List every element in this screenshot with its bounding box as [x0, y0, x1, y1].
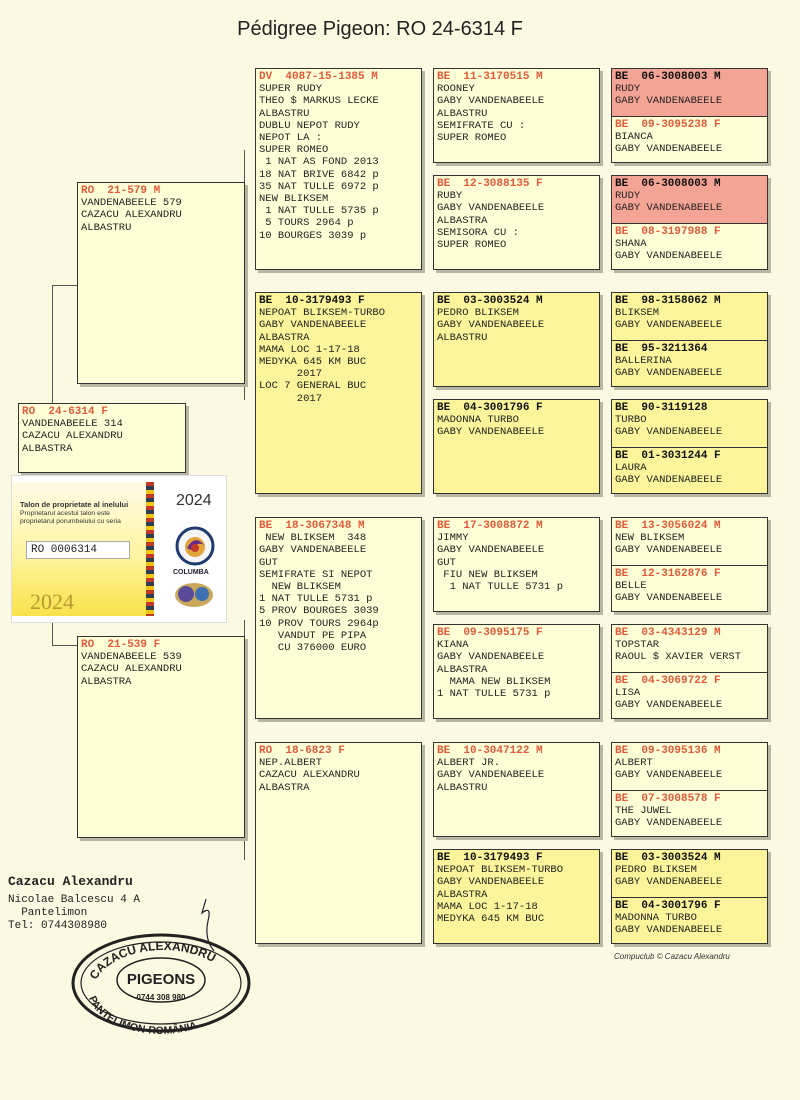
- pigeon-detail-line: 1 NAT TULLE 5731 p: [437, 581, 564, 594]
- pigeon-ring-number: BE 01-3031244 F: [615, 450, 721, 462]
- pigeon-detail-line: 35 NAT TULLE 6972 p: [259, 180, 379, 193]
- pigeon-detail-line: GABY VANDENABEELE: [615, 250, 723, 263]
- pigeon-card-pair: [611, 849, 768, 944]
- pigeon-ring-number: BE 12-3162876 F: [615, 568, 721, 580]
- pigeon-detail-line: NEPOT LA :: [259, 132, 323, 145]
- pigeon-detail-line: GABY VANDENABEELE: [437, 769, 545, 782]
- pigeon-ring-number: BE 07-3008578 F: [615, 793, 721, 805]
- pigeon-card-grandparent: [255, 742, 422, 944]
- pigeon-card-pair: [611, 624, 768, 719]
- pigeon-detail-line: ALBERT: [615, 757, 653, 770]
- pigeon-card-sire: [77, 182, 245, 384]
- owner-address: Nicolae Balcescu 4 A: [8, 894, 141, 906]
- pigeon-detail-line: GABY VANDENABEELE: [437, 651, 545, 664]
- pigeon-detail-line: SEMISORA CU :: [437, 226, 519, 239]
- pigeon-detail-line: SUPER ROMEO: [259, 144, 329, 157]
- owner-info: [8, 875, 140, 933]
- pigeon-card-subject: [18, 403, 186, 473]
- pigeon-detail-line: ALBASTRA: [22, 442, 73, 455]
- pigeon-detail-line: GABY VANDENABEELE: [437, 202, 545, 215]
- pigeon-detail-line: DUBLU NEPOT RUDY: [259, 119, 360, 132]
- pigeon-card-pair: [611, 517, 768, 612]
- pigeon-ring-number: BE 98-3158062 M: [615, 295, 721, 307]
- pigeon-ring-number: BE 06-3008003 M: [615, 71, 721, 83]
- pigeon-detail-line: MEDYKA 645 KM BUC: [259, 356, 367, 369]
- pigeon-detail-line: MADONNA TURBO: [615, 912, 697, 925]
- pigeon-card-great-grandparent: [433, 292, 600, 387]
- pigeon-detail-line: ALBASTRU: [81, 221, 132, 234]
- pigeon-card-pair: [611, 175, 768, 270]
- credit-note: Compuclub © Cazacu Alexandru: [614, 952, 730, 961]
- pigeon-detail-line: NEW BLIKSEM 348: [259, 532, 367, 545]
- pigeon-card-great-great-grandparent: [612, 672, 767, 719]
- pigeon-detail-line: ALBERT JR.: [437, 757, 501, 770]
- pigeon-card-great-grandparent: [433, 175, 600, 270]
- pigeon-detail-line: GABY VANDENABEELE: [615, 924, 723, 937]
- pigeon-detail-line: BELLE: [615, 580, 647, 593]
- pigeon-detail-line: GABY VANDENABEELE: [437, 319, 545, 332]
- pigeon-detail-line: 1 NAT TULLE 5731 p: [437, 688, 551, 701]
- color-stripe: [146, 482, 154, 616]
- pigeon-ring-number: BE 09-3095136 M: [615, 745, 721, 757]
- talon-title: Talon de proprietate al inelului: [20, 500, 129, 509]
- pigeon-detail-line: ALBASTRU: [437, 331, 488, 344]
- pigeon-card-great-grandparent: [433, 399, 600, 494]
- pigeon-detail-line: ALBASTRA: [437, 663, 488, 676]
- pigeon-card-pair: [611, 68, 768, 163]
- pigeon-card-great-grandparent: [433, 624, 600, 719]
- pigeon-card-great-grandparent: [433, 742, 600, 837]
- pigeon-detail-line: BALLERINA: [615, 355, 672, 368]
- pigeon-detail-line: CU 376000 EURO: [259, 642, 367, 655]
- pigeon-ring-number: RO 21-539 F: [81, 639, 161, 651]
- pigeon-detail-line: PEDRO BLIKSEM: [437, 307, 519, 320]
- pigeon-ring-number: BE 10-3179493 F: [437, 852, 543, 864]
- pigeon-ring-number: BE 04-3069722 F: [615, 675, 721, 687]
- pigeon-detail-line: KIANA: [437, 639, 469, 652]
- pigeon-card-pair: [611, 742, 768, 837]
- pigeon-detail-line: GUT: [259, 556, 278, 569]
- pigeon-detail-line: 10 PROV TOURS 2964p: [259, 617, 379, 630]
- pigeon-detail-line: LAURA: [615, 462, 647, 475]
- pigeon-detail-line: GABY VANDENABEELE: [615, 143, 723, 156]
- pigeon-card-pair: [611, 292, 768, 387]
- pigeon-ring-number: BE 06-3008003 M: [615, 178, 721, 190]
- pigeon-detail-line: NEP.ALBERT: [259, 757, 323, 770]
- pigeon-detail-line: CAZACU ALEXANDRU: [22, 430, 123, 443]
- pigeon-card-great-great-grandparent: [612, 400, 767, 447]
- pigeon-detail-line: GABY VANDENABEELE: [615, 474, 723, 487]
- pigeon-detail-line: NEW BLIKSEM: [259, 581, 341, 594]
- pigeon-card-great-great-grandparent: [612, 565, 767, 612]
- pigeon-ring-number: BE 09-3095238 F: [615, 119, 721, 131]
- ring-number: RO 0006314: [26, 541, 130, 559]
- ring-ownership-talon: [12, 476, 226, 622]
- pigeon-detail-line: ALBASTRA: [437, 214, 488, 227]
- pigeon-detail-line: SUPER ROMEO: [437, 239, 507, 252]
- talon-year: 2024: [30, 589, 74, 614]
- pigeon-ring-number: BE 11-3170515 M: [437, 71, 543, 83]
- pigeon-detail-line: MAMA LOC 1-17-18: [259, 343, 360, 356]
- pigeon-detail-line: TOPSTAR: [615, 639, 660, 652]
- pigeon-detail-line: SEMIFRATE CU :: [437, 119, 526, 132]
- pigeon-detail-line: 1 NAT TULLE 5735 p: [259, 205, 379, 218]
- pigeon-ring-number: RO 21-579 M: [81, 185, 161, 197]
- pigeon-ring-number: RO 24-6314 F: [22, 406, 108, 418]
- pigeon-detail-line: GABY VANDENABEELE: [615, 817, 723, 830]
- pigeon-ring-number: BE 03-4343129 M: [615, 627, 721, 639]
- pigeon-ring-number: BE 90-3119128: [615, 402, 708, 414]
- pigeon-detail-line: THE JUWEL: [615, 805, 672, 818]
- pigeon-ring-number: BE 13-3056024 M: [615, 520, 721, 532]
- pigeon-detail-line: GABY VANDENABEELE: [615, 319, 723, 332]
- pigeon-detail-line: GABY VANDENABEELE: [615, 592, 723, 605]
- stamp-top-text: CAZACU ALEXANDRU: [86, 938, 219, 982]
- pigeon-detail-line: ALBASTRA: [81, 675, 132, 688]
- owner-name: Cazacu Alexandru: [8, 874, 133, 889]
- pigeon-detail-line: GABY VANDENABEELE: [437, 876, 545, 889]
- pigeon-card-great-great-grandparent: [612, 447, 767, 494]
- pigeon-detail-line: VANDENABEELE 539: [81, 651, 182, 664]
- pigeon-detail-line: GABY VANDENABEELE: [615, 699, 723, 712]
- pigeon-detail-line: RUDY: [615, 83, 641, 96]
- pigeon-detail-line: GUT: [437, 556, 456, 569]
- pigeon-detail-line: GABY VANDENABEELE: [259, 544, 367, 557]
- owner-city: Pantelimon: [8, 907, 88, 919]
- pigeon-detail-line: LOC 7 GENERAL BUC: [259, 380, 367, 393]
- pigeon-detail-line: NEW BLIKSEM: [259, 193, 329, 206]
- pigeon-detail-line: ALBASTRU: [437, 781, 488, 794]
- pigeon-detail-line: CAZACU ALEXANDRU: [81, 663, 182, 676]
- pigeon-detail-line: JIMMY: [437, 532, 469, 545]
- pigeon-detail-line: GABY VANDENABEELE: [615, 202, 723, 215]
- pigeon-detail-line: RUBY: [437, 190, 463, 203]
- pigeon-ring-number: BE 95-3211364: [615, 343, 708, 355]
- pigeon-ring-number: BE 18-3067348 M: [259, 520, 365, 532]
- pigeon-detail-line: ROONEY: [437, 83, 475, 96]
- pigeon-detail-line: MAMA LOC 1-17-18: [437, 900, 538, 913]
- talon-year-top: 2024: [176, 492, 212, 509]
- pigeon-ring-number: DV 4087-15-1385 M: [259, 71, 378, 83]
- pigeon-detail-line: GABY VANDENABEELE: [615, 769, 723, 782]
- pigeon-detail-line: GABY VANDENABEELE: [437, 544, 545, 557]
- pigeon-detail-line: VANDENABEELE 314: [22, 418, 123, 431]
- pigeon-card-great-great-grandparent: [612, 293, 767, 340]
- pigeon-detail-line: 2017: [259, 368, 323, 381]
- pigeon-detail-line: NEPOAT BLIKSEM-TURBO: [437, 864, 564, 877]
- pigeon-detail-line: 1 NAT AS FOND 2013: [259, 156, 379, 169]
- owner-stamp: [66, 928, 256, 1038]
- pigeon-ring-number: BE 03-3003524 M: [437, 295, 543, 307]
- pigeon-detail-line: 5 PROV BOURGES 3039: [259, 605, 379, 618]
- stamp-bottom-text: PANTELIMON-ROMÂNIA: [86, 994, 199, 1037]
- pigeon-detail-line: CAZACU ALEXANDRU: [81, 209, 182, 222]
- pigeon-ring-number: BE 08-3197988 F: [615, 226, 721, 238]
- pigeon-detail-line: ALBASTRA: [259, 331, 310, 344]
- pigeon-card-great-great-grandparent: [612, 518, 767, 565]
- stamp-title: PIGEONS: [126, 971, 196, 988]
- connector-line: [52, 645, 77, 646]
- pigeon-detail-line: ALBASTRA: [437, 888, 488, 901]
- pigeon-detail-line: GABY VANDENABEELE: [615, 876, 723, 889]
- pigeon-card-great-grandparent: [433, 68, 600, 163]
- pigeon-ring-number: BE 09-3095175 F: [437, 627, 543, 639]
- pigeon-detail-line: BLIKSEM: [615, 307, 660, 320]
- pigeon-card-great-grandparent: [433, 849, 600, 944]
- page-title: Pédigree Pigeon: RO 24-6314 F: [237, 18, 523, 40]
- pigeon-detail-line: GABY VANDENABEELE: [437, 426, 545, 439]
- pigeon-detail-line: GABY VANDENABEELE: [615, 426, 723, 439]
- pigeon-card-great-great-grandparent: [612, 790, 767, 837]
- pigeon-card-grandparent: [255, 68, 422, 270]
- pigeon-card-great-great-grandparent: [612, 897, 767, 944]
- pigeon-detail-line: GABY VANDENABEELE: [437, 95, 545, 108]
- pigeon-detail-line: ALBASTRU: [259, 107, 310, 120]
- pigeon-card-great-great-grandparent: [612, 176, 767, 223]
- pigeon-card-great-great-grandparent: [612, 116, 767, 163]
- pigeon-detail-line: NEW BLIKSEM: [615, 532, 685, 545]
- pigeon-detail-line: MADONNA TURBO: [437, 414, 519, 427]
- pigeon-detail-line: SUPER RUDY: [259, 83, 323, 96]
- pigeon-detail-line: GABY VANDENABEELE: [615, 367, 723, 380]
- pigeon-detail-line: BIANCA: [615, 131, 653, 144]
- pigeon-detail-line: PEDRO BLIKSEM: [615, 864, 697, 877]
- pigeon-card-pair: [611, 399, 768, 494]
- pigeon-detail-line: 10 BOURGES 3039 p: [259, 229, 367, 242]
- pigeon-detail-line: NEPOAT BLIKSEM-TURBO: [259, 307, 386, 320]
- pigeon-detail-line: THEO $ MARKUS LECKE: [259, 95, 379, 108]
- pigeon-detail-line: RAOUL $ XAVIER VERST: [615, 651, 742, 664]
- pigeon-detail-line: VANDENABEELE 579: [81, 197, 182, 210]
- pigeon-detail-line: 18 NAT BRIVE 6842 p: [259, 168, 379, 181]
- pigeon-detail-line: 2017: [259, 392, 323, 405]
- pigeon-detail-line: ALBASTRA: [259, 781, 310, 794]
- pigeon-ring-number: BE 04-3001796 F: [615, 900, 721, 912]
- connector-line: [52, 285, 77, 286]
- federation-logo-icon: [175, 526, 215, 566]
- pigeon-ring-number: BE 12-3088135 F: [437, 178, 543, 190]
- pigeon-ring-number: BE 17-3008872 M: [437, 520, 543, 532]
- pigeon-detail-line: GABY VANDENABEELE: [615, 95, 723, 108]
- pigeon-detail-line: ALBASTRU: [437, 107, 488, 120]
- pigeon-detail-line: SEMIFRATE SI NEPOT: [259, 568, 373, 581]
- pigeon-card-great-great-grandparent: [612, 850, 767, 897]
- pigeon-detail-line: MAMA NEW BLIKSEM: [437, 675, 551, 688]
- pigeon-card-great-great-grandparent: [612, 69, 767, 116]
- pigeon-detail-line: GABY VANDENABEELE: [615, 544, 723, 557]
- pigeon-ring-number: BE 04-3001796 F: [437, 402, 543, 414]
- pigeon-detail-line: FIU NEW BLIKSEM: [437, 568, 538, 581]
- pigeon-ring-number: BE 10-3179493 F: [259, 295, 365, 307]
- pigeon-detail-line: SUPER ROMEO: [437, 132, 507, 145]
- pigeon-ring-number: BE 10-3047122 M: [437, 745, 543, 757]
- pigeon-detail-line: MEDYKA 645 KM BUC: [437, 913, 545, 926]
- pigeon-card-dam: [77, 636, 245, 838]
- pigeon-card-great-great-grandparent: [612, 223, 767, 270]
- pigeon-detail-line: 1 NAT TULLE 5731 p: [259, 593, 373, 606]
- pigeon-detail-line: CAZACU ALEXANDRU: [259, 769, 360, 782]
- ring-logo-icon: [174, 582, 214, 608]
- stamp-phone: 0744 308 980: [136, 993, 186, 1002]
- pigeon-card-great-great-grandparent: [612, 625, 767, 672]
- pigeon-detail-line: LISA: [615, 687, 641, 700]
- pigeon-card-grandparent: [255, 517, 422, 719]
- brand-label: COLUMBA: [173, 569, 209, 576]
- pigeon-ring-number: BE 03-3003524 M: [615, 852, 721, 864]
- pigeon-card-great-grandparent: [433, 517, 600, 612]
- pigeon-card-great-great-grandparent: [612, 743, 767, 790]
- pigeon-detail-line: GABY VANDENABEELE: [259, 319, 367, 332]
- pigeon-card-great-great-grandparent: [612, 340, 767, 387]
- owner-phone: Tel: 0744308980: [8, 920, 108, 932]
- talon-description: Proprietarul acestui talon este proprietarul porumbelului cu seria: [20, 510, 121, 525]
- pigeon-card-grandparent: [255, 292, 422, 494]
- pigeon-detail-line: 5 TOURS 2964 p: [259, 217, 354, 230]
- pigeon-detail-line: VANDUT PE PIPA: [259, 629, 367, 642]
- pigeon-detail-line: TURBO: [615, 414, 647, 427]
- pigeon-detail-line: SHANA: [615, 238, 647, 251]
- pigeon-detail-line: RUDY: [615, 190, 641, 203]
- pigeon-ring-number: RO 18-6823 F: [259, 745, 345, 757]
